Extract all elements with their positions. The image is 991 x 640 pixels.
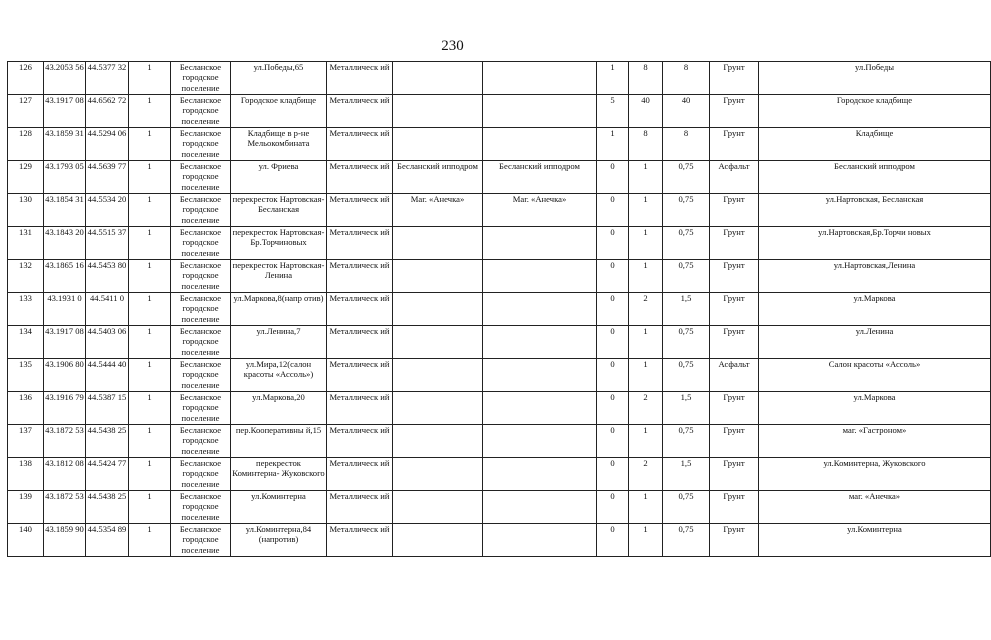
column-value-3-cell: 40 xyxy=(663,95,710,128)
latitude-cell: 43.1872 53 xyxy=(44,425,86,458)
location-cell: ул.Маркова xyxy=(759,392,991,425)
organization-cell xyxy=(393,95,483,128)
column-value-2-cell: 8 xyxy=(629,128,663,161)
column-value-1-cell: 1 xyxy=(597,128,629,161)
organization-cell xyxy=(393,326,483,359)
column-value-1-cell: 0 xyxy=(597,326,629,359)
container-material-cell: Металлическ ий xyxy=(327,128,393,161)
surface-type-cell: Грунт xyxy=(710,425,759,458)
count-cell: 1 xyxy=(129,161,171,194)
container-material-cell: Металлическ ий xyxy=(327,458,393,491)
count-cell: 1 xyxy=(129,392,171,425)
table-row xyxy=(8,392,991,425)
address-cell: пер.Кооперативны й,15 xyxy=(231,425,327,458)
column-value-2-cell: 2 xyxy=(629,293,663,326)
row-number-cell: 133 xyxy=(8,293,44,326)
settlement-cell: Бесланское городское поселение xyxy=(171,326,231,359)
container-material-cell: Металлическ ий xyxy=(327,260,393,293)
location-cell: маг. «Гастроном» xyxy=(759,425,991,458)
row-number-cell: 132 xyxy=(8,260,44,293)
location-cell: Бесланский ипподром xyxy=(759,161,991,194)
latitude-cell: 43.1859 90 xyxy=(44,524,86,557)
organization-detail-cell xyxy=(483,293,597,326)
organization-detail-cell xyxy=(483,458,597,491)
count-cell: 1 xyxy=(129,260,171,293)
organization-detail-cell xyxy=(483,359,597,392)
table-row xyxy=(8,293,991,326)
container-material-cell: Металлическ ий xyxy=(327,425,393,458)
row-number-cell: 137 xyxy=(8,425,44,458)
table-row xyxy=(8,491,991,524)
row-number-cell: 131 xyxy=(8,227,44,260)
count-cell: 1 xyxy=(129,194,171,227)
organization-detail-cell xyxy=(483,62,597,95)
latitude-cell: 43.1812 08 xyxy=(44,458,86,491)
longitude-cell: 44.5444 40 xyxy=(86,359,129,392)
column-value-2-cell: 2 xyxy=(629,458,663,491)
column-value-1-cell: 0 xyxy=(597,227,629,260)
organization-cell xyxy=(393,425,483,458)
organization-cell: Маг. «Анечка» xyxy=(393,194,483,227)
latitude-cell: 43.1872 53 xyxy=(44,491,86,524)
container-material-cell: Металлическ ий xyxy=(327,293,393,326)
location-cell: Городское кладбище xyxy=(759,95,991,128)
container-material-cell: Металлическ ий xyxy=(327,161,393,194)
address-cell: ул.Ленина,7 xyxy=(231,326,327,359)
row-number-cell: 136 xyxy=(8,392,44,425)
settlement-cell: Бесланское городское поселение xyxy=(171,293,231,326)
organization-cell xyxy=(393,392,483,425)
container-material-cell: Металлическ ий xyxy=(327,524,393,557)
container-material-cell: Металлическ ий xyxy=(327,326,393,359)
latitude-cell: 43.1916 79 xyxy=(44,392,86,425)
organization-cell xyxy=(393,359,483,392)
location-cell: ул.Нартовская,Бр.Торчи новых xyxy=(759,227,991,260)
address-cell: ул.Коминтерна xyxy=(231,491,327,524)
column-value-3-cell: 1,5 xyxy=(663,392,710,425)
column-value-2-cell: 1 xyxy=(629,326,663,359)
container-material-cell: Металлическ ий xyxy=(327,62,393,95)
location-cell: ул.Маркова xyxy=(759,293,991,326)
surface-type-cell: Грунт xyxy=(710,392,759,425)
column-value-1-cell: 0 xyxy=(597,425,629,458)
column-value-2-cell: 1 xyxy=(629,161,663,194)
count-cell: 1 xyxy=(129,62,171,95)
column-value-3-cell: 8 xyxy=(663,128,710,161)
column-value-3-cell: 0,75 xyxy=(663,161,710,194)
address-cell: ул.Маркова,20 xyxy=(231,392,327,425)
organization-cell xyxy=(393,260,483,293)
column-value-1-cell: 0 xyxy=(597,524,629,557)
address-cell: перекресток Нартовская- Бр.Торчиновых xyxy=(231,227,327,260)
row-number-cell: 140 xyxy=(8,524,44,557)
container-material-cell: Металлическ ий xyxy=(327,95,393,128)
row-number-cell: 130 xyxy=(8,194,44,227)
table-row xyxy=(8,458,991,491)
surface-type-cell: Грунт xyxy=(710,260,759,293)
page-number: 230 xyxy=(441,38,464,54)
longitude-cell: 44.5453 80 xyxy=(86,260,129,293)
address-cell: ул. Фриева xyxy=(231,161,327,194)
address-cell: ул.Мира,12(салон красоты «Ассоль») xyxy=(231,359,327,392)
count-cell: 1 xyxy=(129,227,171,260)
longitude-cell: 44.5377 32 xyxy=(86,62,129,95)
address-cell: перекресток Нартовская- Бесланская xyxy=(231,194,327,227)
column-value-1-cell: 0 xyxy=(597,260,629,293)
column-value-2-cell: 1 xyxy=(629,260,663,293)
row-number-cell: 138 xyxy=(8,458,44,491)
surface-type-cell: Грунт xyxy=(710,458,759,491)
location-cell: маг. «Анечка» xyxy=(759,491,991,524)
column-value-2-cell: 2 xyxy=(629,392,663,425)
column-value-1-cell: 0 xyxy=(597,293,629,326)
longitude-cell: 44.5354 89 xyxy=(86,524,129,557)
column-value-3-cell: 0,75 xyxy=(663,326,710,359)
latitude-cell: 43.1854 31 xyxy=(44,194,86,227)
settlement-cell: Бесланское городское поселение xyxy=(171,194,231,227)
address-cell: Городское кладбище xyxy=(231,95,327,128)
column-value-3-cell: 8 xyxy=(663,62,710,95)
table-row xyxy=(8,359,991,392)
organization-detail-cell xyxy=(483,392,597,425)
column-value-3-cell: 0,75 xyxy=(663,194,710,227)
longitude-cell: 44.5438 25 xyxy=(86,425,129,458)
organization-cell xyxy=(393,524,483,557)
settlement-cell: Бесланское городское поселение xyxy=(171,491,231,524)
address-cell: ул.Коминтерна,84 (напротив) xyxy=(231,524,327,557)
column-value-3-cell: 0,75 xyxy=(663,524,710,557)
organization-detail-cell xyxy=(483,95,597,128)
longitude-cell: 44.5534 20 xyxy=(86,194,129,227)
container-material-cell: Металлическ ий xyxy=(327,491,393,524)
count-cell: 1 xyxy=(129,524,171,557)
surface-type-cell: Грунт xyxy=(710,326,759,359)
settlement-cell: Бесланское городское поселение xyxy=(171,359,231,392)
settlement-cell: Бесланское городское поселение xyxy=(171,161,231,194)
organization-cell xyxy=(393,62,483,95)
latitude-cell: 43.1859 31 xyxy=(44,128,86,161)
row-number-cell: 127 xyxy=(8,95,44,128)
longitude-cell: 44.5403 06 xyxy=(86,326,129,359)
location-cell: ул.Победы xyxy=(759,62,991,95)
column-value-2-cell: 40 xyxy=(629,95,663,128)
organization-detail-cell: Бесланский ипподром xyxy=(483,161,597,194)
container-material-cell: Металлическ ий xyxy=(327,227,393,260)
column-value-2-cell: 1 xyxy=(629,524,663,557)
column-value-3-cell: 0,75 xyxy=(663,260,710,293)
column-value-1-cell: 1 xyxy=(597,62,629,95)
container-material-cell: Металлическ ий xyxy=(327,194,393,227)
organization-detail-cell xyxy=(483,128,597,161)
column-value-3-cell: 0,75 xyxy=(663,359,710,392)
latitude-cell: 43.1865 16 xyxy=(44,260,86,293)
organization-detail-cell: Маг. «Анечка» xyxy=(483,194,597,227)
settlement-cell: Бесланское городское поселение xyxy=(171,62,231,95)
column-value-3-cell: 1,5 xyxy=(663,293,710,326)
column-value-1-cell: 0 xyxy=(597,359,629,392)
row-number-cell: 134 xyxy=(8,326,44,359)
container-material-cell: Металлическ ий xyxy=(327,359,393,392)
longitude-cell: 44.5294 06 xyxy=(86,128,129,161)
latitude-cell: 43.1931 0 xyxy=(44,293,86,326)
organization-detail-cell xyxy=(483,227,597,260)
address-cell: Кладбище в р-не Мельокомбината xyxy=(231,128,327,161)
row-number-cell: 128 xyxy=(8,128,44,161)
location-cell: ул.Ленина xyxy=(759,326,991,359)
count-cell: 1 xyxy=(129,326,171,359)
location-cell: ул.Нартовская, Бесланская xyxy=(759,194,991,227)
surface-type-cell: Грунт xyxy=(710,227,759,260)
organization-detail-cell xyxy=(483,491,597,524)
table-row xyxy=(8,260,991,293)
surface-type-cell: Асфальт xyxy=(710,359,759,392)
count-cell: 1 xyxy=(129,425,171,458)
column-value-2-cell: 1 xyxy=(629,359,663,392)
organization-detail-cell xyxy=(483,524,597,557)
address-cell: перекресток Коминтерна- Жуковского xyxy=(231,458,327,491)
column-value-2-cell: 1 xyxy=(629,194,663,227)
surface-type-cell: Грунт xyxy=(710,524,759,557)
surface-type-cell: Грунт xyxy=(710,128,759,161)
column-value-1-cell: 0 xyxy=(597,194,629,227)
latitude-cell: 43.1906 80 xyxy=(44,359,86,392)
location-cell: Кладбище xyxy=(759,128,991,161)
address-cell: перекресток Нартовская- Ленина xyxy=(231,260,327,293)
column-value-1-cell: 5 xyxy=(597,95,629,128)
count-cell: 1 xyxy=(129,128,171,161)
column-value-2-cell: 1 xyxy=(629,227,663,260)
column-value-2-cell: 8 xyxy=(629,62,663,95)
location-cell: Салон красоты «Ассоль» xyxy=(759,359,991,392)
column-value-1-cell: 0 xyxy=(597,392,629,425)
organization-cell xyxy=(393,491,483,524)
location-cell: ул.Коминтерна, Жуковского xyxy=(759,458,991,491)
organization-detail-cell xyxy=(483,260,597,293)
table-row xyxy=(8,227,991,260)
longitude-cell: 44.5515 37 xyxy=(86,227,129,260)
surface-type-cell: Грунт xyxy=(710,491,759,524)
organization-cell xyxy=(393,227,483,260)
column-value-1-cell: 0 xyxy=(597,491,629,524)
table-row xyxy=(8,524,991,557)
organization-cell: Бесланский ипподром xyxy=(393,161,483,194)
surface-type-cell: Грунт xyxy=(710,95,759,128)
settlement-cell: Бесланское городское поселение xyxy=(171,392,231,425)
column-value-1-cell: 0 xyxy=(597,161,629,194)
table-row xyxy=(8,425,991,458)
column-value-2-cell: 1 xyxy=(629,491,663,524)
organization-cell xyxy=(393,293,483,326)
address-cell: ул.Маркова,8(напр отив) xyxy=(231,293,327,326)
row-number-cell: 129 xyxy=(8,161,44,194)
settlement-cell: Бесланское городское поселение xyxy=(171,458,231,491)
column-value-3-cell: 0,75 xyxy=(663,227,710,260)
column-value-3-cell: 0,75 xyxy=(663,491,710,524)
organization-detail-cell xyxy=(483,425,597,458)
organization-cell xyxy=(393,458,483,491)
address-cell: ул.Победы,65 xyxy=(231,62,327,95)
longitude-cell: 44.5438 25 xyxy=(86,491,129,524)
surface-type-cell: Грунт xyxy=(710,62,759,95)
table-row xyxy=(8,62,991,95)
count-cell: 1 xyxy=(129,359,171,392)
organization-cell xyxy=(393,128,483,161)
longitude-cell: 44.5639 77 xyxy=(86,161,129,194)
table-row xyxy=(8,95,991,128)
latitude-cell: 43.1917 08 xyxy=(44,95,86,128)
container-material-cell: Металлическ ий xyxy=(327,392,393,425)
column-value-3-cell: 0,75 xyxy=(663,425,710,458)
longitude-cell: 44.5411 0 xyxy=(86,293,129,326)
column-value-2-cell: 1 xyxy=(629,425,663,458)
longitude-cell: 44.5387 15 xyxy=(86,392,129,425)
row-number-cell: 139 xyxy=(8,491,44,524)
count-cell: 1 xyxy=(129,293,171,326)
settlement-cell: Бесланское городское поселение xyxy=(171,524,231,557)
waste-site-registry-table xyxy=(7,61,991,557)
latitude-cell: 43.1843 20 xyxy=(44,227,86,260)
settlement-cell: Бесланское городское поселение xyxy=(171,227,231,260)
column-value-3-cell: 1,5 xyxy=(663,458,710,491)
location-cell: ул.Нартовская,Ленина xyxy=(759,260,991,293)
surface-type-cell: Асфальт xyxy=(710,161,759,194)
latitude-cell: 43.1793 05 xyxy=(44,161,86,194)
organization-detail-cell xyxy=(483,326,597,359)
row-number-cell: 126 xyxy=(8,62,44,95)
count-cell: 1 xyxy=(129,95,171,128)
column-value-1-cell: 0 xyxy=(597,458,629,491)
location-cell: ул.Коминтерна xyxy=(759,524,991,557)
surface-type-cell: Грунт xyxy=(710,293,759,326)
longitude-cell: 44.6562 72 xyxy=(86,95,129,128)
table-row xyxy=(8,161,991,194)
surface-type-cell: Грунт xyxy=(710,194,759,227)
settlement-cell: Бесланское городское поселение xyxy=(171,95,231,128)
table-row xyxy=(8,128,991,161)
settlement-cell: Бесланское городское поселение xyxy=(171,425,231,458)
row-number-cell: 135 xyxy=(8,359,44,392)
longitude-cell: 44.5424 77 xyxy=(86,458,129,491)
settlement-cell: Бесланское городское поселение xyxy=(171,128,231,161)
count-cell: 1 xyxy=(129,491,171,524)
latitude-cell: 43.2053 56 xyxy=(44,62,86,95)
latitude-cell: 43.1917 08 xyxy=(44,326,86,359)
count-cell: 1 xyxy=(129,458,171,491)
settlement-cell: Бесланское городское поселение xyxy=(171,260,231,293)
table-row xyxy=(8,326,991,359)
table-row xyxy=(8,194,991,227)
